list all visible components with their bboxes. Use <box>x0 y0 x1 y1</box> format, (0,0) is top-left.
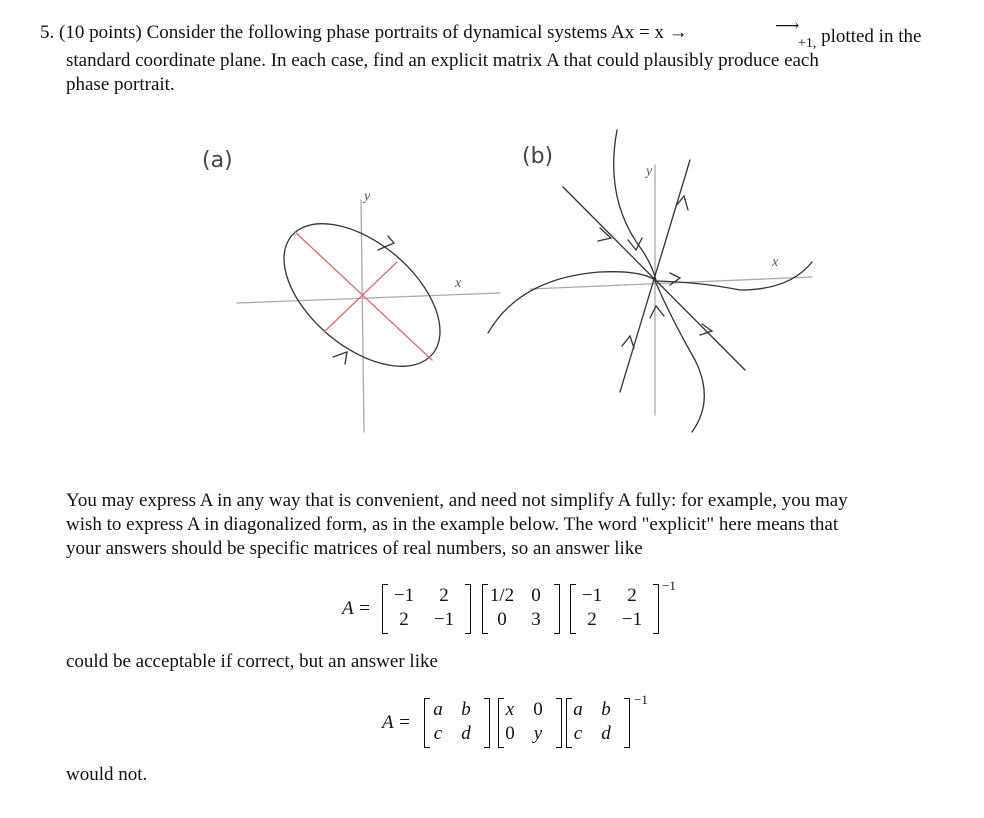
eq1-m3-a21: 2 <box>587 609 597 630</box>
problem-line-1-text: 5. (10 points) Consider the following phase portraits of dynamical systems Ax = x → <box>40 22 688 43</box>
problem-line-1-tail-text: plotted in the <box>821 26 922 47</box>
eq2-m2-zero-1: 0 <box>533 699 543 720</box>
problem-line-3: phase portrait. <box>66 74 175 95</box>
eq2-m2-y: y <box>533 723 543 744</box>
problem-line-2: standard coordinate plane. In each case, find an explicit matrix A that could plausibly produce each <box>66 50 819 71</box>
eq1-m2-a22: 3 <box>531 609 541 630</box>
overarrow-glyph: ⟶ <box>775 16 800 35</box>
b-arrow-4 <box>650 306 664 318</box>
eq1-m3-a22: −1 <box>621 609 643 630</box>
problem-line-1 <box>40 22 688 44</box>
eq2-lhs: A = <box>382 712 411 733</box>
label-a: (a) <box>202 148 233 173</box>
eq2-m3-b: b <box>601 699 611 720</box>
eq2-m1-d: d <box>461 723 471 744</box>
example-equation-1 <box>340 578 680 638</box>
eq2-inverse-exponent: −1 <box>634 692 648 707</box>
eq1-m3-right-bracket <box>653 584 659 634</box>
eq1-m2-a11: 1/2 <box>489 585 515 606</box>
eq1-m2-right-bracket <box>554 584 560 634</box>
label-b: (b) <box>522 144 554 169</box>
subscript-plus-one: +1, <box>798 36 817 51</box>
eq1-inverse-exponent: −1 <box>662 578 676 593</box>
eq1-m2-a12: 0 <box>531 585 541 606</box>
eq1-m3-a12: 2 <box>627 585 637 606</box>
b-curve-top-left <box>614 130 656 280</box>
paragraph-line-1: You may express A in any way that is convenient, and need not simplify A fully: for example, you may <box>66 490 848 511</box>
end-text: would not. <box>66 764 148 785</box>
b-y-label: y <box>646 164 653 179</box>
b-curve-right <box>655 262 812 290</box>
b-x-label: x <box>772 255 779 270</box>
eq2-m1-a: a <box>433 699 443 720</box>
eq2-m1-b: b <box>461 699 471 720</box>
a-orbit-arrow-bottom <box>333 352 347 364</box>
b-curve-left <box>488 272 655 333</box>
overarrow-symbol <box>775 16 799 36</box>
b-arrow-6 <box>622 336 634 348</box>
eq2-m3-right-bracket <box>624 698 630 748</box>
eq1-m2-a21: 0 <box>497 609 507 630</box>
middle-text: could be acceptable if correct, but an answer like <box>66 651 438 672</box>
a-y-label: y <box>364 189 371 204</box>
a-x-label: x <box>455 276 462 291</box>
eq1-m1-a11: −1 <box>393 585 415 606</box>
problem-line-1-tail <box>798 26 921 50</box>
eq1-m3-a11: −1 <box>581 585 603 606</box>
eq2-m2-zero-2: 0 <box>505 723 515 744</box>
eq1-m1-a22: −1 <box>433 609 455 630</box>
eq2-m1-c: c <box>433 723 443 744</box>
eq2-m3-a: a <box>573 699 583 720</box>
eq2-m3-c: c <box>573 723 583 744</box>
b-arrow-1 <box>598 228 611 241</box>
paragraph-line-2: wish to express A in diagonalized form, as in the example below. The word "explicit" here means that <box>66 514 839 535</box>
b-arrow-7 <box>676 196 688 210</box>
phase-portrait-figure <box>0 100 984 450</box>
eq2-m2-x: x <box>505 699 515 720</box>
eq1-m1-a21: 2 <box>399 609 409 630</box>
eq1-m1-right-bracket <box>465 584 471 634</box>
eq1-lhs: A = <box>342 598 371 619</box>
eq1-m1-a12: 2 <box>439 585 449 606</box>
eq2-m3-d: d <box>601 723 611 744</box>
example-equation-2 <box>382 692 652 752</box>
paragraph-line-3: your answers should be specific matrices of real numbers, so an answer like <box>66 538 643 559</box>
